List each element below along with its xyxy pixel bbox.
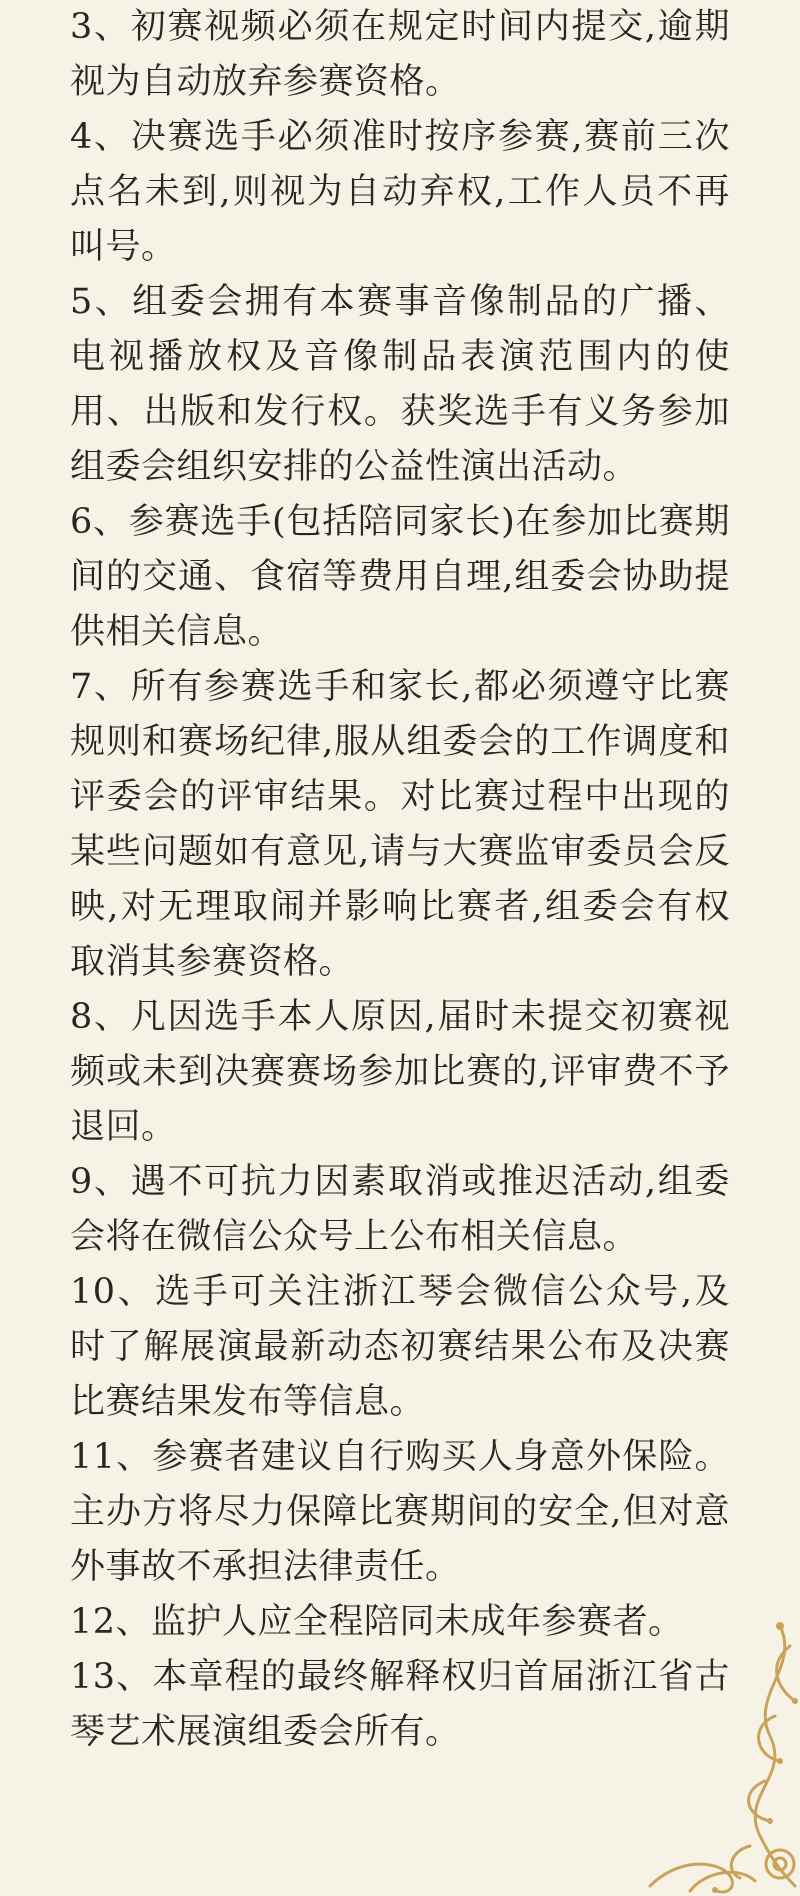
- rule-item-12: 12、监护人应全程陪同未成年参赛者。: [70, 1602, 684, 1642]
- rule-item-7: 7、所有参赛选手和家长,都必须遵守比赛规则和赛场纪律,服从组委会的工作调度和评委会的评审结果。对比赛过程中出现的某些问题如有意见,请与大赛监审委员会反映,对无理取闹并影响比赛者,组委会有权取消其参赛资格。: [70, 667, 730, 982]
- rule-item-8: 8、凡因选手本人原因,届时未提交初赛视频或未到决赛赛场参加比赛的,评审费不予退回。: [70, 997, 730, 1147]
- rule-item-5: 5、组委会拥有本赛事音像制品的广播、电视播放权及音像制品表演范围内的使用、出版和发行权。获奖选手有义务参加组委会组织安排的公益性演出活动。: [70, 282, 730, 487]
- rule-item-10: 10、选手可关注浙江琴会微信公众号,及时了解展演最新动态初赛结果公布及决赛比赛结果发布等信息。: [70, 1272, 730, 1422]
- rule-item-13: 13、本章程的最终解释权归首届浙江省古琴艺术展演组委会所有。: [70, 1657, 730, 1752]
- rule-item-9: 9、遇不可抗力因素取消或推迟活动,组委会将在微信公众号上公布相关信息。: [70, 1162, 730, 1257]
- rule-item-11: 11、参赛者建议自行购买人身意外保险。主办方将尽力保障比赛期间的安全,但对意外事故不承担法律责任。: [70, 1437, 730, 1587]
- rule-item-6: 6、参赛选手(包括陪同家长)在参加比赛期间的交通、食宿等费用自理,组委会协助提供相关信息。: [70, 502, 730, 652]
- rule-item-4: 4、决赛选手必须准时按序参赛,赛前三次点名未到,则视为自动弃权,工作人员不再叫号。: [70, 117, 730, 267]
- rules-document: [70, 0, 730, 1760]
- corner-ornament-icon: [630, 1606, 800, 1896]
- rule-item-3: 3、初赛视频必须在规定时间内提交,逾期视为自动放弃参赛资格。: [70, 7, 730, 102]
